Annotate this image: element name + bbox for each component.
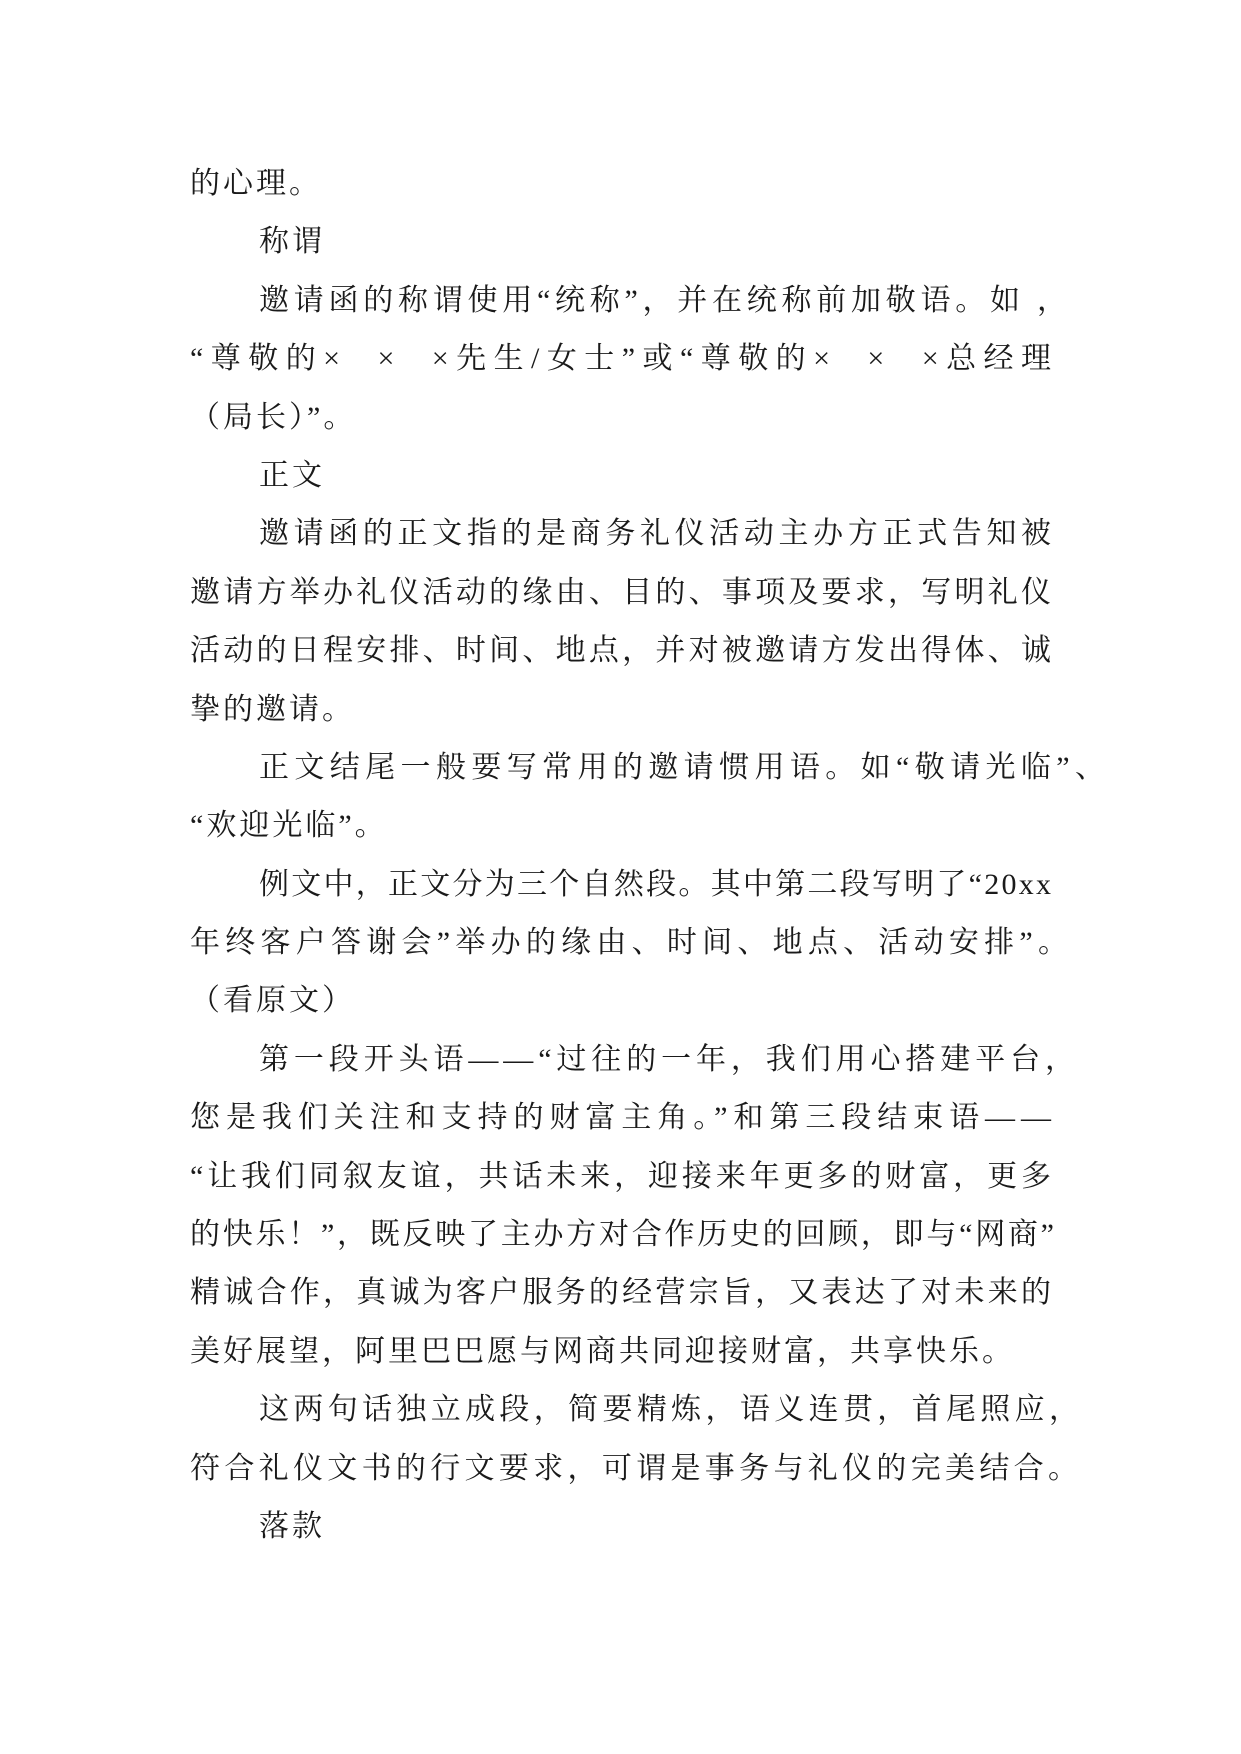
paragraph-line: 年终客户答谢会”举办的缘由、时间、地点、活动安排”。 xyxy=(190,926,1074,960)
paragraph-line: “欢迎光临”。 xyxy=(190,809,388,843)
paragraph-line: 邀请方举办礼仪活动的缘由、目的、事项及要求，写明礼仪 xyxy=(190,575,1055,609)
paragraph-line: （局长）”。 xyxy=(190,400,357,434)
paragraph xyxy=(190,1031,1080,1381)
paragraph-line: 邀请函的称谓使用“统称”，并在统称前加敬语。如 ， xyxy=(259,283,1072,317)
paragraph-line: 第一段开头语——“过往的一年，我们用心搭建平台， xyxy=(259,1042,1080,1076)
paragraph-line: 精诚合作，真诚为客户服务的经营宗旨，又表达了对未来的 xyxy=(190,1276,1055,1310)
section-heading xyxy=(190,447,1051,505)
section-heading xyxy=(190,1498,1051,1556)
paragraph-line: 您是我们关注和支持的财富主角。”和第三段结束语—— xyxy=(190,1101,1057,1135)
paragraph xyxy=(190,739,1111,856)
paragraph xyxy=(190,1381,1084,1498)
paragraph-line: 例文中，正文分为三个自然段。其中第二段写明了“20xx xyxy=(259,867,1054,901)
paragraph-line: 挚的邀请。 xyxy=(190,692,355,726)
paragraph-line: 的心理。 xyxy=(190,167,322,200)
section-heading xyxy=(190,213,1051,271)
paragraph-line: “让我们同叙友谊，共话未来，迎接来年更多的财富，更多 xyxy=(190,1159,1055,1193)
paragraph-line: “尊敬的× × ×先生/女士”或“尊敬的× × ×总经理 xyxy=(190,342,1059,376)
paragraph xyxy=(190,155,1051,213)
paragraph-line: 符合礼仪文书的行文要求，可谓是事务与礼仪的完美结合。 xyxy=(190,1451,1083,1485)
paragraph-line: 邀请函的正文指的是商务礼仪活动主办方正式告知被 xyxy=(259,517,1056,551)
paragraph-line: 美好展望，阿里巴巴愿与网商共同迎接财富，共享快乐。 xyxy=(190,1334,1015,1368)
section-heading-text: 称谓 xyxy=(259,225,325,259)
document-body xyxy=(190,155,1111,1556)
paragraph-line: 的快乐！”，既反映了主办方对合作历史的回顾，即与“网商” xyxy=(190,1218,1057,1252)
paragraph xyxy=(190,505,1056,739)
paragraph-line: 这两句话独立成段，简要精炼，语义连贯，首尾照应， xyxy=(259,1393,1084,1427)
section-heading-text: 落款 xyxy=(259,1509,325,1543)
section-heading-text: 正文 xyxy=(259,458,325,492)
paragraph-line: 活动的日程安排、时间、地点，并对被邀请方发出得体、诚 xyxy=(190,634,1055,668)
paragraph-line: 正文结尾一般要写常用的邀请惯用语。如“敬请光临”、 xyxy=(259,750,1111,784)
paragraph xyxy=(190,272,1072,447)
paragraph-line: （看原文） xyxy=(190,984,355,1018)
paragraph xyxy=(190,856,1074,1031)
